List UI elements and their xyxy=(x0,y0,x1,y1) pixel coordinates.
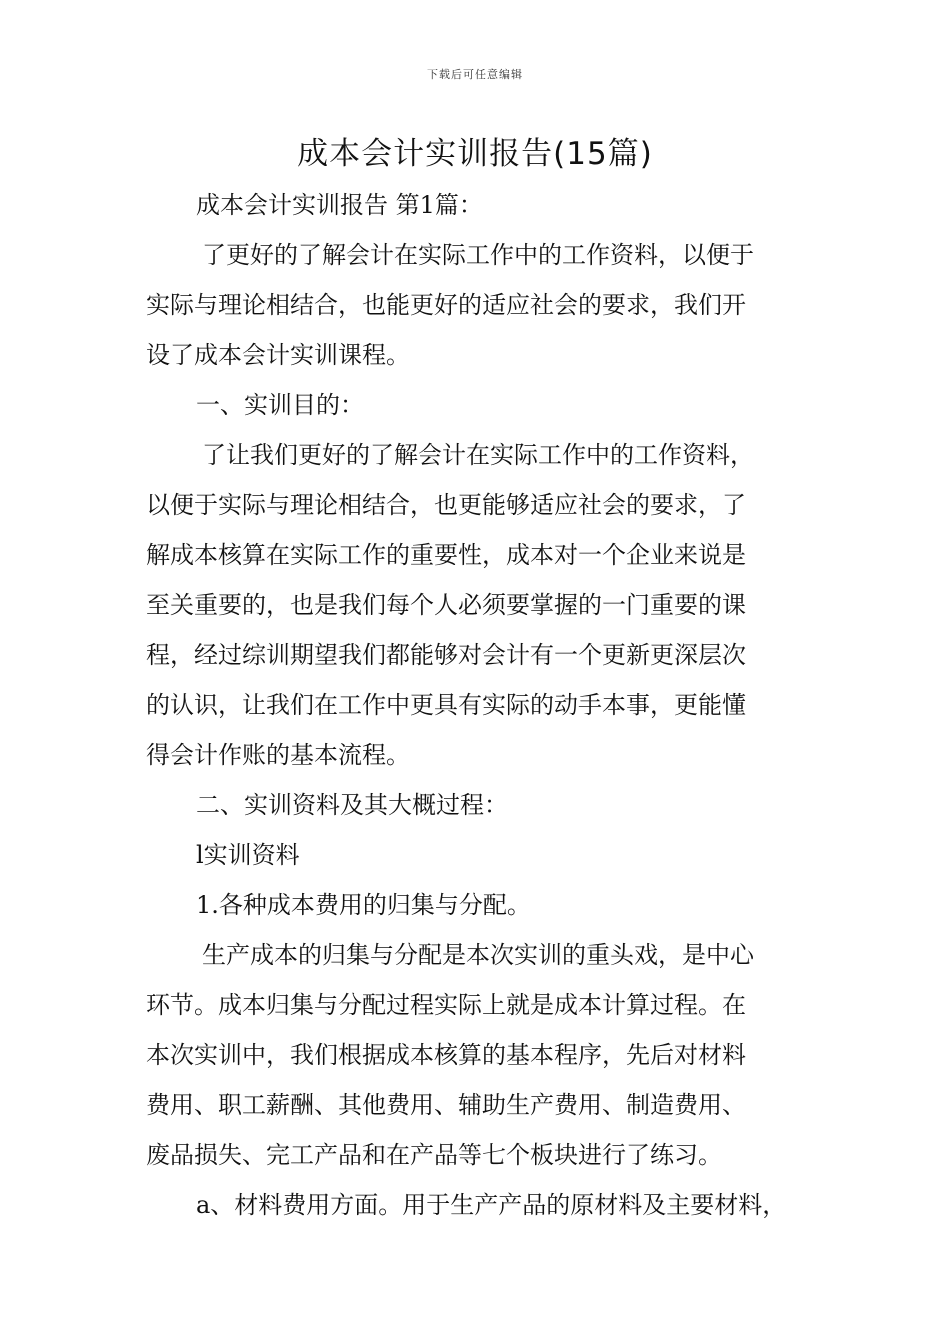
paragraph-line: 实际与理论相结合，也能更好的适应社会的要求，我们开 xyxy=(146,291,746,319)
paragraph-line: 程，经过综训期望我们都能够对会计有一个更新更深层次 xyxy=(146,641,746,669)
paragraph-line: 了让我们更好的了解会计在实际工作中的工作资料， xyxy=(202,441,754,469)
paragraph-line: 设了成本会计实训课程。 xyxy=(146,341,410,369)
paragraph-line: 的认识，让我们在工作中更具有实际的动手本事，更能懂 xyxy=(146,691,746,719)
paragraph-line: 废品损失、完工产品和在产品等七个板块进行了练习。 xyxy=(146,1141,722,1169)
list-item: 1.各种成本费用的归集与分配。 xyxy=(196,891,531,919)
paragraph-line: 本次实训中，我们根据成本核算的基本程序，先后对材料 xyxy=(146,1041,746,1069)
section-heading: 成本会计实训报告 第1篇： xyxy=(196,191,483,219)
paragraph-line: a、材料费用方面。用于生产产品的原材料及主要材料， xyxy=(196,1191,787,1219)
document-body xyxy=(146,180,806,1230)
paragraph-line: 得会计作账的基本流程。 xyxy=(146,741,410,769)
paragraph-line: 生产成本的归集与分配是本次实训的重头戏，是中心 xyxy=(202,941,754,969)
subsection-heading: l实训资料 xyxy=(196,841,300,869)
paragraph-line: 了更好的了解会计在实际工作中的工作资料，以便于 xyxy=(202,241,754,269)
paragraph-line: 解成本核算在实际工作的重要性，成本对一个企业来说是 xyxy=(146,541,746,569)
section-heading: 一、实训目的： xyxy=(196,391,364,419)
paragraph-line: 费用、职工薪酬、其他费用、辅助生产费用、制造费用、 xyxy=(146,1091,746,1119)
section-heading: 二、实训资料及其大概过程： xyxy=(196,791,508,819)
paragraph-line: 至关重要的，也是我们每个人必须要掌握的一门重要的课 xyxy=(146,591,746,619)
page-header-note: 下载后可任意编辑 xyxy=(427,68,523,81)
paragraph-line: 以便于实际与理论相结合，也更能够适应社会的要求，了 xyxy=(146,491,746,519)
document-title: 成本会计实训报告(15篇) xyxy=(297,136,653,172)
paragraph-line: 环节。成本归集与分配过程实际上就是成本计算过程。在 xyxy=(146,991,746,1019)
